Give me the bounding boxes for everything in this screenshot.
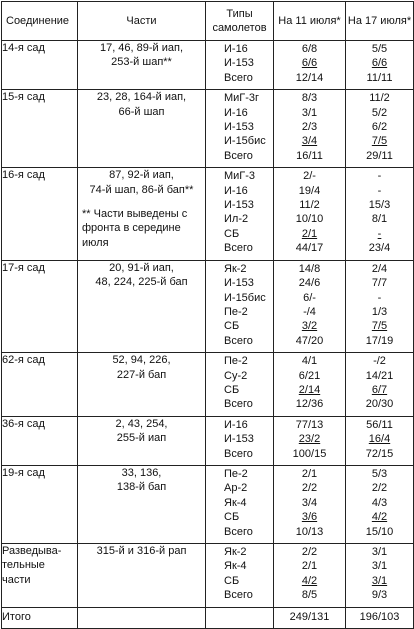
- july17-cell-line: [346, 319, 413, 333]
- july17-cell-line: -/2: [373, 355, 386, 368]
- july11-cell-line: 3/1: [301, 106, 318, 119]
- july11-cell: [274, 544, 346, 608]
- july17-cell: [346, 168, 414, 260]
- aircraft-types-cell-line: Всего: [224, 398, 253, 411]
- parts-cell: [78, 465, 206, 543]
- unit-cell: [2, 416, 78, 465]
- header-types-line: Типы: [226, 7, 253, 20]
- july17-cell-line: 3/1: [371, 546, 388, 558]
- july17-cell-line: -: [377, 291, 382, 304]
- july17-cell-line: 2/4: [371, 262, 388, 275]
- parts-cell-line: 66-й шап: [118, 105, 165, 118]
- july11-cell-line: [274, 134, 345, 148]
- aircraft-types-cell: [206, 90, 274, 168]
- parts-cell-line: 17, 46, 89-й иап,: [99, 42, 184, 54]
- aircraft-types-cell-line: И-16: [224, 418, 248, 431]
- aircraft-types-cell-line: Всего: [224, 525, 253, 538]
- unit-cell: [2, 544, 78, 608]
- july17-cell-value: 3/1: [371, 574, 388, 587]
- july11-cell: [274, 168, 346, 260]
- july17-cell-line: 8/1: [371, 213, 388, 226]
- parts-cell-line: 253-й шап**: [111, 56, 172, 69]
- aircraft-types-cell-line: И-153: [224, 57, 254, 70]
- july17-cell-line: 5/3: [371, 467, 388, 480]
- july11-cell-line: 2/2: [301, 482, 318, 495]
- unit-cell-line: 15-я сад: [2, 91, 45, 104]
- july11-cell-line: [274, 574, 345, 588]
- aircraft-types-cell-line: Всего: [224, 149, 253, 162]
- aircraft-types-cell-line: И-15бис: [224, 291, 266, 304]
- unit-cell-line: 17-я сад: [2, 261, 45, 274]
- july17-cell-line: [346, 574, 413, 588]
- unit-cell: [2, 41, 78, 90]
- july11-cell-line: [274, 383, 345, 397]
- july17-cell-line: [346, 56, 413, 70]
- unit-cell-line: тельные: [2, 559, 45, 572]
- july11-cell-line: [274, 510, 345, 524]
- july17-cell-value: 6/7: [371, 383, 388, 396]
- unit-cell-line: 16-я сад: [2, 169, 45, 182]
- header-july17: На 17 июля*: [346, 2, 414, 41]
- july11-cell-line: 10/10: [295, 213, 324, 226]
- parts-cell: [78, 41, 206, 90]
- aircraft-types-cell-line: И-15бис: [224, 135, 266, 148]
- parts-cell-line: 315-й и 316-й рап: [96, 545, 187, 557]
- july17-cell-value: -: [377, 227, 382, 240]
- aircraft-types-cell-line: СБ: [224, 511, 240, 524]
- july17-cell-line: [346, 432, 413, 446]
- aircraft-types-cell-line: Всего: [224, 589, 253, 602]
- total-july17: 196/103: [346, 607, 414, 628]
- unit-cell-line: 14-я сад: [2, 42, 45, 54]
- unit-cell: [2, 90, 78, 168]
- parts-cell-line: 23, 28, 164-й иап,: [96, 91, 187, 104]
- aircraft-types-cell-line: Всего: [224, 334, 253, 347]
- july11-cell-line: 24/6: [298, 277, 321, 290]
- july11-cell-line: 8/3: [301, 92, 318, 105]
- parts-cell: [78, 168, 206, 260]
- july11-cell-line: 10/13: [295, 525, 324, 538]
- july11-cell-line: 12/14: [295, 71, 324, 84]
- aircraft-types-cell-line: Всего: [224, 71, 253, 84]
- july11-cell-line: [274, 432, 345, 446]
- july17-cell: [346, 353, 414, 417]
- aircraft-types-cell-line: Пе-2: [224, 305, 248, 318]
- july11-cell-value: 3/4: [301, 135, 318, 148]
- july17-cell-line: [346, 510, 413, 524]
- parts-cell-line: 74-й шап, 86-й бап**: [89, 183, 194, 196]
- july11-cell: [274, 465, 346, 543]
- aircraft-types-cell-line: Су-2: [224, 369, 248, 382]
- table-row: [2, 416, 414, 465]
- aircraft-types-cell-line: СБ: [224, 320, 240, 333]
- july11-cell-line: 6/8: [301, 43, 318, 55]
- aircraft-table: [1, 1, 414, 629]
- july17-cell-line: -: [377, 170, 382, 183]
- july17-cell-line: 56/11: [366, 418, 393, 431]
- total-empty: [78, 607, 206, 628]
- header-types-line: самолетов: [212, 22, 267, 34]
- table-row: [2, 544, 414, 608]
- july17-cell: [346, 465, 414, 543]
- parts-cell: [78, 90, 206, 168]
- header-types: [206, 2, 274, 41]
- aircraft-types-cell-line: Як-4: [224, 560, 247, 573]
- july17-cell-line: 3/1: [371, 560, 388, 573]
- footnote: [78, 207, 205, 250]
- july11-cell: [274, 90, 346, 168]
- aircraft-types-cell: [206, 544, 274, 608]
- july17-cell-line: 6/2: [371, 121, 388, 134]
- july17-cell-line: 4/3: [371, 496, 388, 509]
- july11-cell-line: 16/11: [296, 149, 323, 162]
- july11-cell-line: 2/2: [301, 546, 318, 558]
- aircraft-types-cell-line: Всего: [224, 242, 253, 255]
- aircraft-types-cell: [206, 260, 274, 352]
- july11-cell-line: 2/3: [301, 121, 318, 134]
- aircraft-types-cell: [206, 416, 274, 465]
- july17-cell-line: 14/21: [365, 369, 394, 382]
- july11-cell-line: 2/1: [301, 560, 318, 573]
- july17-cell-line: 72/15: [365, 447, 394, 460]
- total-row: [2, 607, 414, 628]
- july17-cell-line: 15/10: [365, 525, 394, 538]
- july11-cell-line: [274, 227, 345, 241]
- july11-cell-value: 3/2: [301, 320, 318, 333]
- parts-cell-line: 20, 91-й иап,: [109, 261, 174, 274]
- table-row: [2, 465, 414, 543]
- july17-cell-line: -: [377, 184, 382, 197]
- aircraft-types-cell: [206, 41, 274, 90]
- july11-cell-line: 8/5: [301, 589, 318, 602]
- july11-cell-value: 4/2: [301, 574, 318, 587]
- aircraft-types-cell-line: МиГ-3: [224, 170, 256, 183]
- july11-cell: [274, 353, 346, 417]
- total-july11: 249/131: [274, 607, 346, 628]
- parts-cell: [78, 260, 206, 352]
- aircraft-types-cell: [206, 168, 274, 260]
- july17-cell-value: 7/5: [371, 320, 388, 333]
- aircraft-types-cell-line: И-153: [224, 277, 254, 290]
- parts-cell-line: 52, 94, 226,: [112, 354, 171, 367]
- aircraft-types-cell-line: СБ: [224, 383, 240, 396]
- total-label: Итого: [2, 607, 78, 628]
- parts-cell-line: 138-й бап: [116, 481, 167, 494]
- aircraft-types-cell-line: И-153: [224, 121, 254, 134]
- aircraft-types-cell-line: Ар-2: [224, 482, 248, 495]
- july11-cell-value: 6/6: [301, 57, 318, 70]
- july17-cell: [346, 260, 414, 352]
- unit-cell-line: части: [2, 573, 31, 586]
- unit-cell: [2, 168, 78, 260]
- july17-cell-line: 5/2: [371, 106, 388, 119]
- aircraft-types-cell-line: И-16: [224, 43, 248, 55]
- parts-cell: [78, 353, 206, 417]
- table-row: [2, 168, 414, 260]
- july17-cell-value: 6/6: [371, 57, 388, 70]
- july11-cell-line: 4/1: [301, 355, 318, 368]
- july11-cell-line: 2/1: [301, 467, 318, 480]
- july17-cell: [346, 544, 414, 608]
- july17-cell-line: 5/5: [371, 43, 388, 55]
- unit-cell-line: 62-я сад: [2, 354, 45, 367]
- aircraft-types-cell: [206, 465, 274, 543]
- aircraft-types-cell: [206, 353, 274, 417]
- july11-cell-value: 23/2: [298, 433, 321, 446]
- aircraft-types-cell-line: Ил-2: [224, 213, 249, 226]
- parts-cell-line: 48, 224, 225-й бап: [95, 276, 188, 289]
- july17-cell: [346, 416, 414, 465]
- header-unit: Соединение: [2, 2, 78, 41]
- july11-cell: [274, 41, 346, 90]
- table-row: [2, 260, 414, 352]
- unit-cell: [2, 465, 78, 543]
- july17-cell-line: [346, 134, 413, 148]
- aircraft-types-cell-line: Як-2: [224, 262, 247, 275]
- aircraft-types-cell-line: И-153: [224, 433, 254, 446]
- table-body: [2, 41, 414, 629]
- july17-cell-line: 7/7: [371, 277, 388, 290]
- aircraft-types-cell-line: Як-2: [224, 546, 247, 558]
- july17-cell-value: 16/4: [368, 433, 391, 446]
- header-july11: На 11 июля*: [274, 2, 346, 41]
- july17-cell-line: 1/3: [371, 305, 388, 318]
- july11-cell-line: [274, 56, 345, 70]
- header-parts: Части: [78, 2, 206, 41]
- parts-cell-line: 227-й бап: [116, 368, 167, 381]
- parts-cell-line: 87, 92-й иап,: [109, 169, 174, 182]
- july17-cell-line: 11/2: [369, 92, 390, 105]
- july11-cell-line: 19/4: [298, 184, 321, 197]
- table-row: [2, 41, 414, 90]
- unit-cell-line: 36-я сад: [2, 417, 45, 430]
- july17-cell: [346, 41, 414, 90]
- july11-cell-line: 3/4: [301, 496, 318, 509]
- table-row: [2, 90, 414, 168]
- july17-cell-line: [346, 227, 413, 241]
- july17-cell-line: 11/11: [366, 71, 393, 84]
- july17-cell-line: 23/4: [368, 242, 391, 255]
- july11-cell-line: 47/20: [295, 334, 324, 347]
- table-row: [2, 353, 414, 417]
- july17-cell-line: 20/30: [365, 398, 394, 411]
- july11-cell-line: [274, 319, 345, 333]
- july11-cell-line: 12/36: [295, 398, 324, 411]
- july17-cell-value: 4/2: [371, 511, 388, 524]
- aircraft-types-cell-line: СБ: [224, 574, 240, 587]
- july11-cell-line: 100/15: [292, 447, 327, 460]
- aircraft-types-cell-line: И-16: [224, 106, 248, 119]
- aircraft-types-cell-line: МиГ-3г: [224, 92, 260, 105]
- aircraft-types-cell-line: Пе-2: [224, 355, 248, 368]
- total-empty: [206, 607, 274, 628]
- july11-cell-line: 44/17: [295, 242, 324, 255]
- july17-cell: [346, 90, 414, 168]
- july17-cell-line: [346, 383, 413, 397]
- july11-cell-line: 11/2: [299, 199, 320, 212]
- parts-cell-line: 255-й иап: [116, 432, 167, 445]
- unit-cell-line: Разведыва-: [2, 545, 62, 557]
- july17-cell-line: 9/3: [371, 589, 388, 602]
- july11-cell-value: 3/6: [301, 511, 318, 524]
- july11-cell-line: -/4: [303, 305, 316, 318]
- july17-cell-value: 7/5: [371, 135, 388, 148]
- july11-cell-line: 2/-: [303, 170, 316, 183]
- aircraft-types-cell-line: Пе-2: [224, 467, 248, 480]
- unit-cell: [2, 353, 78, 417]
- july11-cell-line: 14/8: [298, 262, 321, 275]
- footnote-line: фронта в середине июля: [82, 222, 181, 249]
- july17-cell-line: 17/19: [365, 334, 394, 347]
- july11-cell-line: 77/13: [295, 418, 324, 431]
- parts-cell-line: 2, 43, 254,: [115, 417, 168, 430]
- july17-cell-line: 2/2: [371, 482, 388, 495]
- parts-cell: [78, 544, 206, 608]
- header-row: [2, 2, 414, 41]
- aircraft-types-cell-line: И-153: [224, 199, 254, 212]
- july11-cell-value: 2/1: [301, 227, 318, 240]
- july11-cell-value: 2/14: [298, 383, 321, 396]
- unit-cell-line: 19-я сад: [2, 466, 45, 479]
- july11-cell-line: 6/21: [298, 369, 321, 382]
- aircraft-types-cell-line: СБ: [224, 227, 240, 240]
- july11-cell: [274, 260, 346, 352]
- parts-cell: [78, 416, 206, 465]
- parts-cell-line: 33, 136,: [121, 466, 162, 479]
- aircraft-types-cell-line: Як-4: [224, 496, 247, 509]
- july17-cell-line: 29/11: [366, 149, 393, 162]
- unit-cell: [2, 260, 78, 352]
- july11-cell: [274, 416, 346, 465]
- footnote-line: ** Части выведены с: [82, 208, 188, 221]
- aircraft-types-cell-line: Всего: [224, 447, 253, 460]
- aircraft-types-cell-line: И-16: [224, 184, 248, 197]
- july17-cell-line: 15/3: [368, 199, 391, 212]
- july11-cell-line: 6/-: [303, 291, 316, 304]
